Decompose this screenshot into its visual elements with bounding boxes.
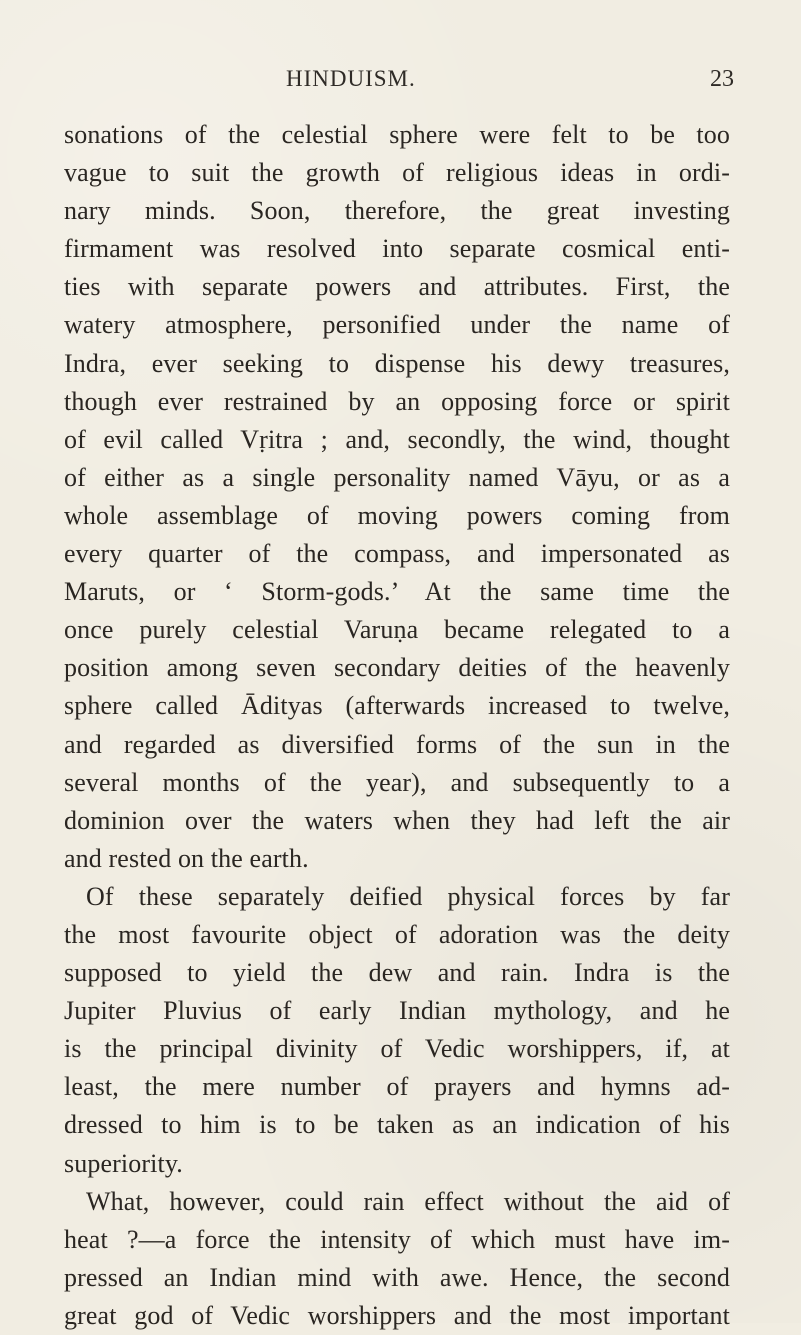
running-title: HINDUISM. — [286, 66, 416, 91]
text-line: Of these separately deified physical forces by far — [86, 881, 730, 911]
text-line: though ever restrained by an opposing force or spirit — [64, 386, 730, 416]
text-line: several months of the year), and subsequently to a — [64, 767, 730, 797]
text-line: and rested on the earth. — [64, 843, 309, 873]
text-line: position among seven secondary deities of the heavenly — [64, 653, 730, 683]
text-line: dressed to him is to be taken as an indication of his — [64, 1110, 730, 1140]
text-line: Jupiter Pluvius of early Indian mythology, and he — [64, 996, 730, 1026]
text-line: of either as a single personality named Vāyu, or as a — [64, 462, 730, 492]
page-number: 23 — [710, 66, 734, 92]
text-line: pressed an Indian mind with awe. Hence, the second — [64, 1262, 730, 1292]
text-line: What, however, could rain effect without the aid of — [86, 1186, 730, 1216]
text-line: ties with separate powers and attributes. First, the — [64, 272, 730, 302]
text-line: Maruts, or ‘ Storm-gods.’ At the same time the — [64, 577, 730, 607]
text-line: sonations of the celestial sphere were felt to be too — [64, 120, 730, 149]
text-line: whole assemblage of moving powers coming from — [64, 500, 730, 530]
text-line: once purely celestial Varuṇa became relegated to a — [64, 615, 730, 645]
text-line: great god of Vedic worshippers and the most important — [64, 1300, 730, 1330]
text-line: every quarter of the compass, and impersonated as — [64, 539, 730, 569]
text-line: and regarded as diversified forms of the sun in the — [64, 729, 730, 759]
running-header — [0, 66, 801, 106]
body-text — [64, 116, 730, 1335]
text-line: watery atmosphere, personified under the name of — [64, 310, 730, 340]
text-line: is the principal divinity of Vedic worshippers, if, at — [64, 1034, 730, 1064]
text-line: of evil called Vṛitra ; and, secondly, the wind, thought — [64, 424, 730, 454]
text-line: Indra, ever seeking to dispense his dewy treasures, — [64, 348, 730, 378]
text-line: the most favourite object of adoration was the deity — [64, 919, 730, 949]
text-line: nary minds. Soon, therefore, the great investing — [64, 196, 730, 226]
text-line: firmament was resolved into separate cosmical enti- — [64, 234, 730, 264]
text-line: sphere called Ādityas (afterwards increased to twelve, — [64, 691, 730, 721]
text-line: least, the mere number of prayers and hymns ad- — [64, 1072, 730, 1102]
text-line: vague to suit the growth of religious ideas in ordi- — [64, 158, 730, 188]
text-line: dominion over the waters when they had left the air — [64, 805, 730, 835]
text-line: supposed to yield the dew and rain. Indra is the — [64, 958, 730, 988]
text-line: superiority. — [64, 1148, 183, 1178]
text-line: heat ?—a force the intensity of which must have im- — [64, 1224, 730, 1254]
